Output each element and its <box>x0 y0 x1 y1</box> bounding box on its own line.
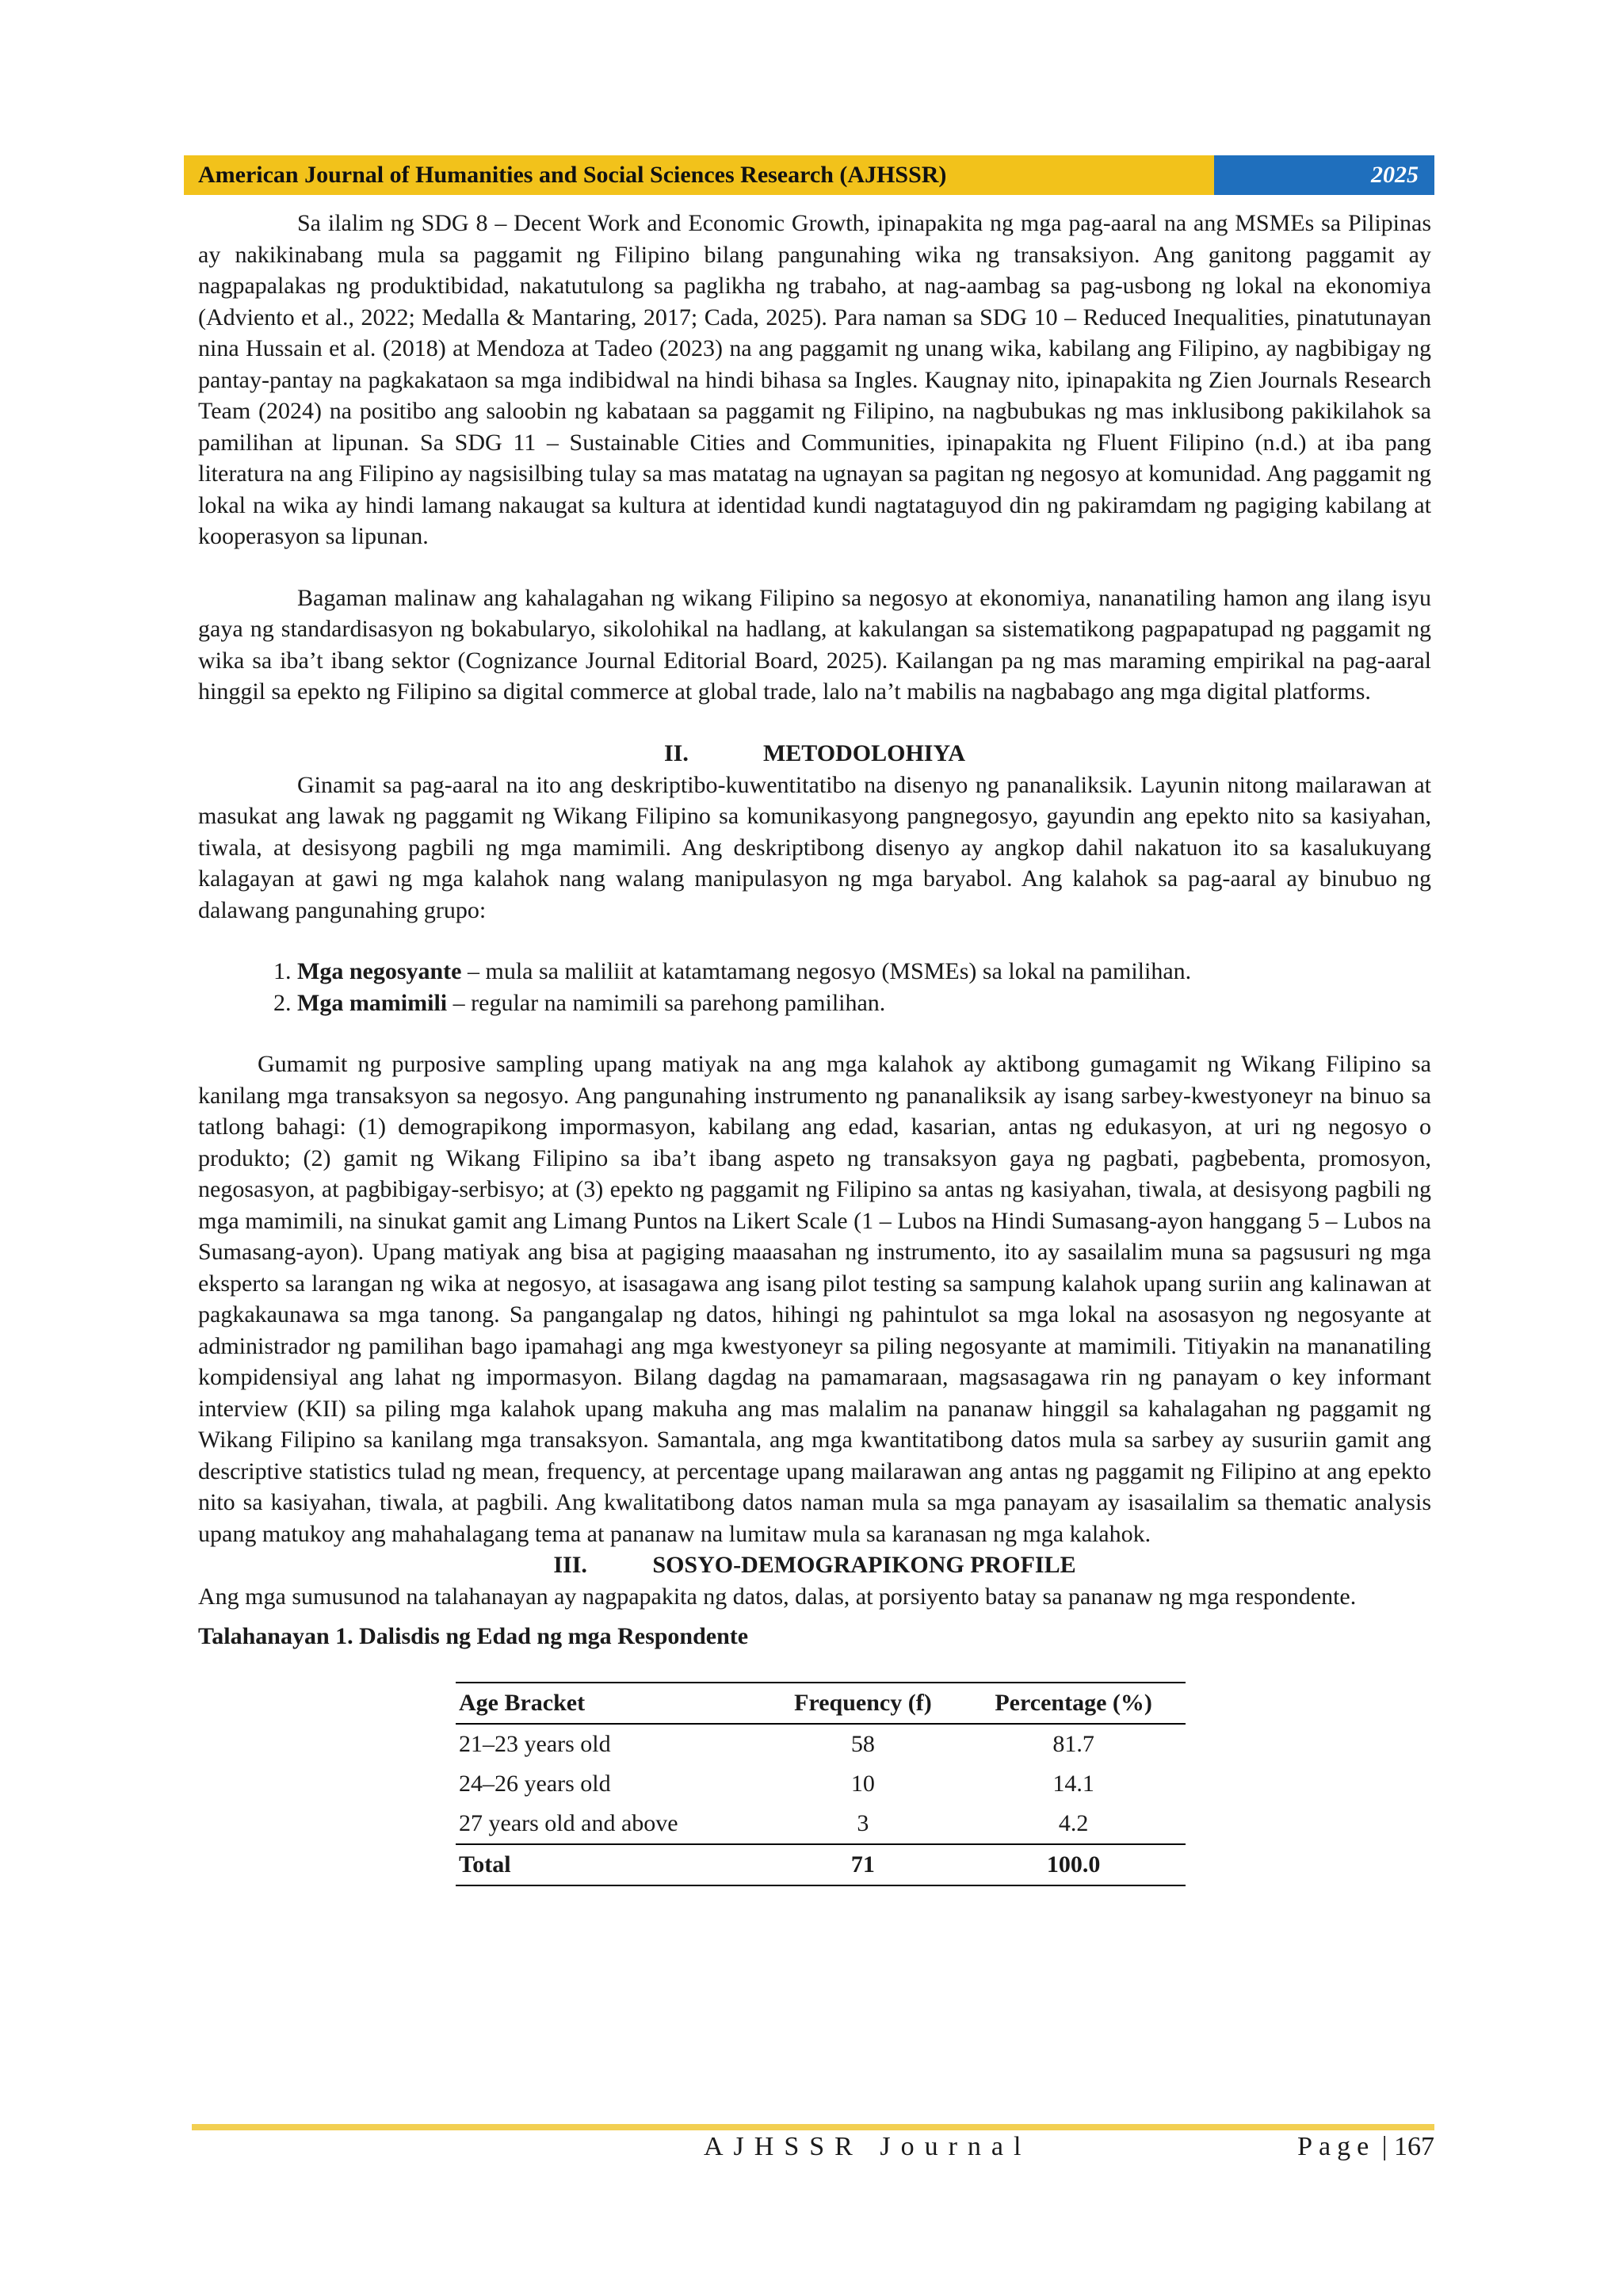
table-header-row <box>456 1683 1186 1724</box>
list-item-term: Mga mamimili <box>297 989 448 1016</box>
column-header-frequency: Frequency (f) <box>794 1690 932 1717</box>
table-cell: 81.7 <box>1052 1731 1094 1758</box>
table-row <box>456 1804 1186 1844</box>
section-title: SOSYO-DEMOGRAPIKONG PROFILE <box>652 1552 1076 1578</box>
table-caption: Talahanayan 1. Dalisdis ng Edad ng mga Respondente <box>198 1622 749 1649</box>
page-number: | 167 <box>1381 2132 1434 2161</box>
list-item <box>297 988 1431 1019</box>
section-title: METODOLOHIYA <box>762 739 966 766</box>
journal-title: American Journal of Humanities and Social Sciences Research (AJHSSR) <box>184 155 1214 195</box>
paragraph-sampling: Gumamit ng purposive sampling upang matiyak na ang mga kalahok ay aktibong gumagamit ng Wikang Filipino sa kanilang mga transaksyon sa negosyo. Ang pangunahing instrumento ng pananaliksik ay isang sarbey-kwestyoneyr na binuo sa tatlong bahagi: (1) demograpikong impormasyon, kabilang ang edad, kasarian, antas ng edukasyon, at uri ng negosyo o produkto; (2) gamit ng Wikang Filipino sa iba’t ibang aspeto ng transaksyon gaya ng pagbati, pagbebenta, promosyon, negosasyon, at pagbibigay-serbisyo; at (3) epekto ng paggamit ng Filipino sa antas ng kasiyahan, tiwala, at desisyong pagbili ng mga mamimili, na sinukat gamit ang Limang Puntos na Likert Scale (1 – Lubos na Hindi Sumasang-ayon hanggang 5 – Lubos na Sumasang-ayon). Upang matiyak ang bisa at pagiging maaasahan ng instrumento, ito ay sasailalim muna sa pagsusuri ng mga eksperto sa larangan ng wika at negosyo, at isasagawa ang isang pilot testing sa sampung kalahok upang suriin ang kalinawan at pagkakaunawa sa mga tanong. Sa pangangalap ng datos, hihingi ng pahintulot sa mga lokal na asosasyon ng negosyante at administrador ng pamilihan bago ipamahagi ang mga kwestyoneyr sa piling negosyante at mamimili. Titiyakin na mananatiling kompidensiyal ang lahat ng impormasyon. Bilang dagdag na pamamaraan, magsasagawa rin ng panayam o key informant interview (KII) sa piling mga kalahok upang makuha ang mas malalim na pananaw hinggil sa kahalagahan ng paggamit ng Wikang Filipino sa kanilang mga transaksyon. Samantala, ang mga kwantitatibong datos mula sa sarbey ay susuriin gamit ang descriptive statistics tulad ng mean, frequency, at percentage upang mailarawan ang antas ng paggamit ng Filipino at ang epekto nito sa kasiyahan, tiwala, at pagbili. Ang kwalitatibong datos naman mula sa mga panayam ay isasailalim sa thematic analysis upang matukoy ang mahahalagang tema at pananaw na lumitaw mula sa karanasan ng mga kalahok. <box>198 1051 1431 1547</box>
list-item <box>297 956 1431 988</box>
table-total-row <box>456 1844 1186 1885</box>
paragraph-challenges: Bagaman malinaw ang kahalagahan ng wikang Filipino sa negosyo at ekonomiya, nananatiling hamon ang ilang isyu gaya ng standardisasyon ng bokabularyo, sikolohikal na hadlang, at kakulangan sa sistematikong pagpapatupad ng paggamit ng wika sa iba’t ibang sektor (Cognizance Journal Editorial Board, 2025). Kailangan pa ng mas maraming empirikal na pag-aaral hinggil sa epekto ng Filipino sa digital commerce at global trade, lalo na’t mabilis na nagbabago ang mga digital platforms. <box>198 584 1431 705</box>
table-cell: 27 years old and above <box>459 1810 678 1837</box>
section-heading-methodology <box>198 738 1431 770</box>
table-cell: 10 <box>850 1771 875 1797</box>
table-cell: 21–23 years old <box>459 1731 611 1758</box>
column-header-percentage: Percentage (%) <box>995 1690 1152 1717</box>
list-item-desc: – mula sa maliliit at katamtamang negosyo (MSMEs) sa lokal na pamilihan. <box>461 958 1192 984</box>
list-item-desc: – regular na namimili sa parehong pamilihan. <box>447 989 886 1016</box>
section-heading-profile <box>198 1549 1431 1581</box>
section-number: III. <box>553 1552 587 1578</box>
age-table <box>456 1682 1186 1886</box>
page-label: Page <box>1297 2132 1376 2161</box>
footer-divider <box>192 2124 1434 2130</box>
table-cell: 71 <box>850 1851 875 1878</box>
journal-year: 2025 <box>1214 155 1434 195</box>
table-cell: Total <box>459 1851 511 1878</box>
table-cell: 14.1 <box>1052 1771 1094 1797</box>
table-cell: 100.0 <box>1046 1851 1101 1878</box>
journal-header <box>184 155 1434 195</box>
paragraph-intro-tables: Ang mga sumusunod na talahanayan ay nagpapakita ng datos, dalas, at porsiyento batay sa pananaw ng mga respondente. <box>198 1584 1357 1610</box>
page-content <box>198 208 1431 1886</box>
section-number: II. <box>663 739 689 766</box>
table-cell: 58 <box>850 1731 875 1758</box>
paragraph-design: Ginamit sa pag-aaral na ito ang deskriptibo-kuwentitatibo na disenyo ng pananaliksik. Layunin nitong mailarawan at masukat ang lawak ng paggamit ng Wikang Filipino sa komunikasyong pangnegosyo, gayundin ang epekto nito sa kasiyahan, tiwala, at desisyong pagbili ng mga mamimili. Ang deskriptibong disenyo ay angkop dahil nakatuon ito sa kasalukuyang kalagayan at gawi ng mga kalahok nang walang manipulasyon ng mga baryabol. Ang kalahok sa pag-aaral ay binubuo ng dalawang pangunahing grupo: <box>198 771 1431 923</box>
participant-list <box>198 956 1431 1018</box>
table-cell: 4.2 <box>1058 1810 1089 1837</box>
table-cell: 3 <box>857 1810 869 1837</box>
footer-page-number <box>1297 2132 1434 2162</box>
table-row <box>456 1764 1186 1804</box>
table-cell: 24–26 years old <box>459 1771 611 1797</box>
table-row <box>456 1724 1186 1764</box>
column-header-age: Age Bracket <box>459 1690 586 1717</box>
list-item-term: Mga negosyante <box>297 958 462 984</box>
footer-journal: AJHSSR Journal <box>704 2132 1032 2161</box>
paragraph-sdg: Sa ilalim ng SDG 8 – Decent Work and Economic Growth, ipinapakita ng mga pag-aaral na ang MSMEs sa Pilipinas ay nakikinabang mula sa paggamit ng Filipino bilang pangunahing wika ng transaksiyon. Ang ganitong paggamit ay nagpapalakas ng produktibidad, nakatutulong sa paglikha ng trabaho, at nag-aambag sa pag-usbong ng lokal na ekonomiya (Adviento et al., 2022; Medalla & Mantaring, 2017; Cada, 2025). Para naman sa SDG 10 – Reduced Inequalities, pinatutunayan nina Hussain et al. (2018) at Mendoza at Tadeo (2023) na ang paggamit ng unang wika, kabilang ang Filipino, ay nagbibigay ng pantay-pantay na pagkakataon sa mga indibidwal na hindi bihasa sa Ingles. Kaugnay nito, ipinapakita ng Zien Journals Research Team (2024) na positibo ang saloobin ng kabataan sa paggamit ng Filipino, na nagbubukas ng mas inklusibong pakikilahok sa pamilihan at lipunan. Sa SDG 11 – Sustainable Cities and Communities, ipinapakita ng Fluent Filipino (n.d.) at iba pang literatura na ang Filipino ay nagsisilbing tulay sa mas matatag na ugnayan sa pagitan ng negosyo at komunidad. Ang paggamit ng lokal na wika ay hindi lamang nakaugat sa kultura at identidad kundi nagtataguyod din ng pakiramdam ng pagiging kabilang at kooperasyon sa lipunan. <box>198 210 1431 549</box>
